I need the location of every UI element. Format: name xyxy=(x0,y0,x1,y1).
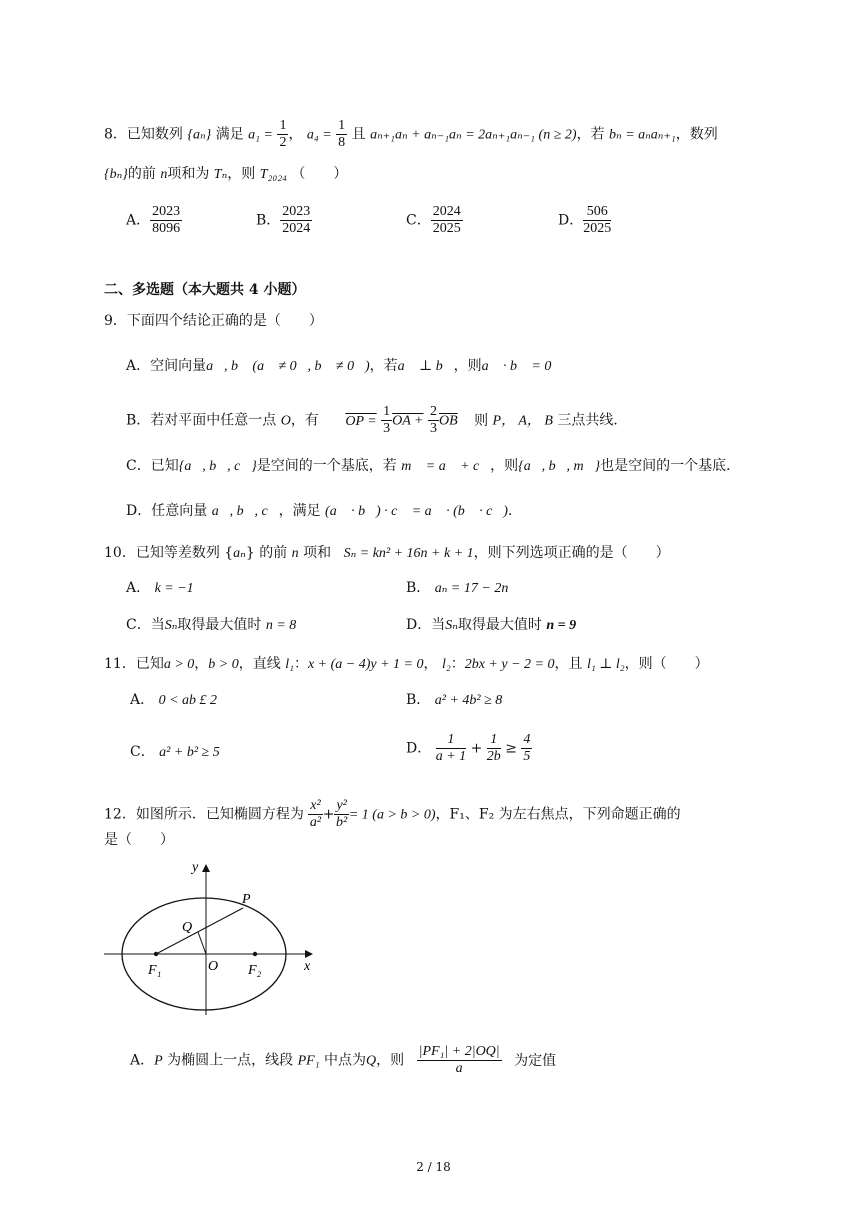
q11-option-b[interactable]: B． a² + 4b² ≥ 8 xyxy=(406,692,503,708)
q8-option-c[interactable]: C． $\frac{2024}{2025}$ xyxy=(406,204,461,236)
q8-option-b[interactable]: B． $\frac{2023}{2024}$ xyxy=(256,204,311,236)
q10-option-a[interactable]: A． k = −1 xyxy=(126,580,194,596)
q8-line1: 8．已知数列 {aₙ} 满足 a₁ = $\frac{1}{2}$ ， a₄ = $\frac{1}{8}$ 且 aₙ₊₁aₙ + aₙ₋₁aₙ = 2aₙ₊₁aₙ₋₁ (n ≥ 2)，若 bₙ = aₙaₙ₊₁，数列 xyxy=(104,118,718,150)
segment-oq xyxy=(198,932,206,954)
q8-satisfy: 满足 xyxy=(215,126,244,143)
q8-seq-a: {aₙ} xyxy=(187,127,212,143)
q8-recurrence: aₙ₊₁aₙ + aₙ₋₁aₙ = 2aₙ₊₁aₙ₋₁ (n ≥ 2) xyxy=(370,127,577,143)
q8-prefix: 8．已知数列 xyxy=(104,126,183,143)
q8-seq-b: {bₙ} xyxy=(104,167,128,182)
focus-f2-dot xyxy=(253,952,257,956)
q8-a4-frac: $\frac{1}{8}$ xyxy=(338,118,346,150)
label-o: O xyxy=(208,959,219,974)
q8-a1: a₁ = xyxy=(248,127,273,143)
label-x: x xyxy=(304,959,311,974)
q8-option-a[interactable]: A． $\frac{2023}{8096}$ xyxy=(126,204,181,236)
ellipse-figure xyxy=(100,855,325,1020)
q10-option-b[interactable]: B． aₙ = 17 − 2n xyxy=(406,580,509,596)
q9-option-b[interactable]: B．若对平面中任意一点 O，有 OP = $\frac{1}{3}$ OA + $\frac{2}{3}$ $\overline{OB}$ 则 P， A， B 三点共线． xyxy=(126,404,628,436)
label-q: Q xyxy=(182,920,193,935)
q10-option-c[interactable]: C．当Sₙ取得最大值时 n = 8 xyxy=(126,617,297,633)
q9-option-a[interactable]: A．空间向量a⃗, b⃗ (a⃗ ≠ 0⃗, b⃗ ≠ 0⃗)，若a⃗ ⊥ b⃗，则a⃗ · b⃗ = 0 xyxy=(126,358,552,374)
q12-option-a[interactable]: A．P 为椭圆上一点，线段 PF₁ 中点为Q，则 $\frac{\text{|PF₁| + 2|OQ|}}{a}$ 为定值 xyxy=(130,1044,557,1076)
segment-pf1 xyxy=(156,908,243,954)
q8-a4: a₄ = xyxy=(306,127,332,143)
label-f2: F₂ xyxy=(248,963,262,978)
q10-option-d[interactable]: D．当Sₙ取得最大值时 n = 9 xyxy=(406,617,577,633)
q8-bn-def: bₙ = aₙaₙ₊₁ xyxy=(609,127,676,143)
q8-a1-frac: $\frac{1}{2}$ xyxy=(279,118,287,150)
q8-line2: {bₙ}的前 n项和为 Tₙ，则 T₂₀₂₄ （ ） xyxy=(104,166,348,182)
q10-stem: 10．已知等差数列 {aₙ} 的前 n 项和 Sₙ = kn² + 16n + k + 1，则下列选项正确的是（ ） xyxy=(104,545,670,561)
q12-stem: 12．如图所示．已知椭圆方程为 $\frac{\text{x²}}{\text{a²}}$ + $\frac{\text{y²}}{\text{b²}}$ = 1 (a > b > 0)，F₁、F₂ 为左右焦点，下列命题正确的 xyxy=(104,798,681,830)
label-y: y xyxy=(192,860,199,875)
q11-option-c[interactable]: C． a² + b² ≥ 5 xyxy=(130,744,220,760)
label-f1: F₁ xyxy=(148,963,162,978)
q11-stem: 11．已知a > 0，b > 0，直线 l₁：x + (a − 4)y + 1 = 0， l₂：2bx + y − 2 = 0，且 l₁ ⊥ l₂，则（ ） xyxy=(104,656,709,672)
q12-stem-line2: 是（ ） xyxy=(104,832,174,848)
section-heading: 二、多选题（本大题共 4 小题） xyxy=(104,282,306,298)
q11-option-a[interactable]: A． 0 < ab £ 2 xyxy=(130,692,218,708)
label-p: P xyxy=(242,892,251,907)
q11-option-d[interactable]: D． $\frac{1}{a + 1}$ + $\frac{1}{2b}$ ≥ $\frac{4}{5}$ xyxy=(406,732,531,764)
q9-option-c[interactable]: C．已知{a⃗, b⃗, c⃗}是空间的一个基底，若 m⃗ = a⃗ + c⃗，则{a⃗, b⃗, m⃗}也是空间的一个基底． xyxy=(126,458,741,474)
q9-option-d[interactable]: D．任意向量 a⃗, b⃗, c⃗，满足 (a⃗ · b⃗) · c⃗ = a⃗ · (b⃗ · c⃗). xyxy=(126,503,513,519)
q8-option-d[interactable]: D． $\frac{506}{2025}$ xyxy=(558,204,612,236)
page-number: 2 / 18 xyxy=(416,1160,451,1174)
focus-f1-dot xyxy=(154,952,158,956)
q9-stem: 9．下面四个结论正确的是（ ） xyxy=(104,313,323,329)
